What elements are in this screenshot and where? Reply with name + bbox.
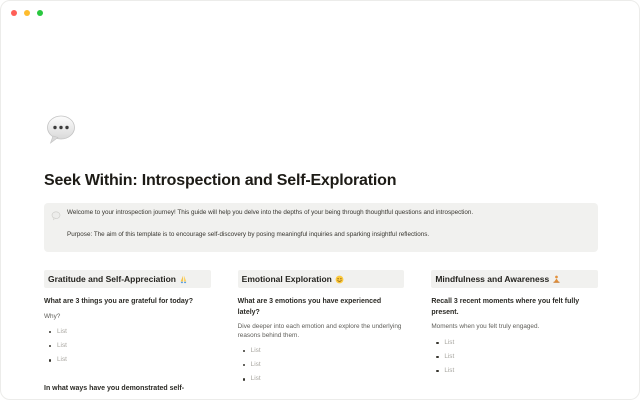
smiling-face-icon bbox=[335, 275, 344, 284]
column-heading-emotional bbox=[238, 270, 405, 288]
heading-label: Emotional Exploration bbox=[241, 274, 332, 284]
question-present-moments: Recall 3 recent moments where you felt fully present. bbox=[431, 298, 580, 316]
subtext-engaged: Moments when you felt truly engaged. bbox=[431, 323, 540, 330]
page-title: Seek Within: Introspection and Self-Exploration bbox=[44, 171, 397, 189]
bullet-list bbox=[238, 344, 405, 387]
question-self-cutoff: In what ways have you demonstrated self- bbox=[44, 384, 185, 392]
speech-balloon-icon bbox=[44, 134, 78, 151]
callout-purpose-text: Purpose: The aim of this template is to encourage self-discovery by posing meaningful inquiries and sparking insightful reflections. bbox=[67, 231, 430, 238]
column-list bbox=[44, 270, 598, 394]
list-item: List bbox=[44, 325, 211, 339]
column-emotional bbox=[238, 270, 405, 394]
column-heading-gratitude bbox=[44, 270, 211, 288]
list-item: List bbox=[238, 372, 405, 386]
list-item: List bbox=[44, 339, 211, 353]
zoom-button[interactable] bbox=[37, 10, 43, 16]
column-gratitude bbox=[44, 270, 211, 394]
bullet-list bbox=[431, 336, 598, 379]
close-button[interactable] bbox=[11, 10, 17, 16]
window-titlebar bbox=[11, 10, 43, 16]
folded-hands-icon bbox=[179, 275, 188, 284]
list-item: List bbox=[238, 344, 405, 358]
list-item: List bbox=[431, 364, 598, 378]
question-emotions: What are 3 emotions you have experienced lately? bbox=[237, 298, 382, 316]
list-item: List bbox=[44, 353, 211, 367]
intro-callout bbox=[44, 203, 598, 252]
minimize-button[interactable] bbox=[24, 10, 30, 16]
heading-label: Gratitude and Self-Appreciation bbox=[48, 274, 176, 284]
list-item: List bbox=[238, 358, 405, 372]
list-item: List bbox=[431, 350, 598, 364]
page-icon[interactable] bbox=[44, 113, 78, 147]
list-item: List bbox=[431, 336, 598, 350]
column-mindfulness bbox=[431, 270, 598, 394]
question-grateful: What are 3 things you are grateful for today? bbox=[44, 298, 193, 305]
callout-speech-balloon-icon bbox=[51, 208, 61, 218]
subtext-why: Why? bbox=[44, 312, 61, 320]
column-heading-mindfulness bbox=[431, 270, 598, 288]
callout-welcome-text: Welcome to your introspection journey! This guide will help you delve into the depths of your being through thoughtful questions and introspection. bbox=[67, 209, 474, 216]
person-meditating-icon bbox=[552, 275, 561, 284]
heading-label: Mindfulness and Awareness bbox=[435, 274, 550, 284]
subtext-dive-deeper: Dive deeper into each emotion and explore the underlying reasons behind them. bbox=[237, 323, 402, 339]
bullet-list bbox=[44, 325, 211, 368]
